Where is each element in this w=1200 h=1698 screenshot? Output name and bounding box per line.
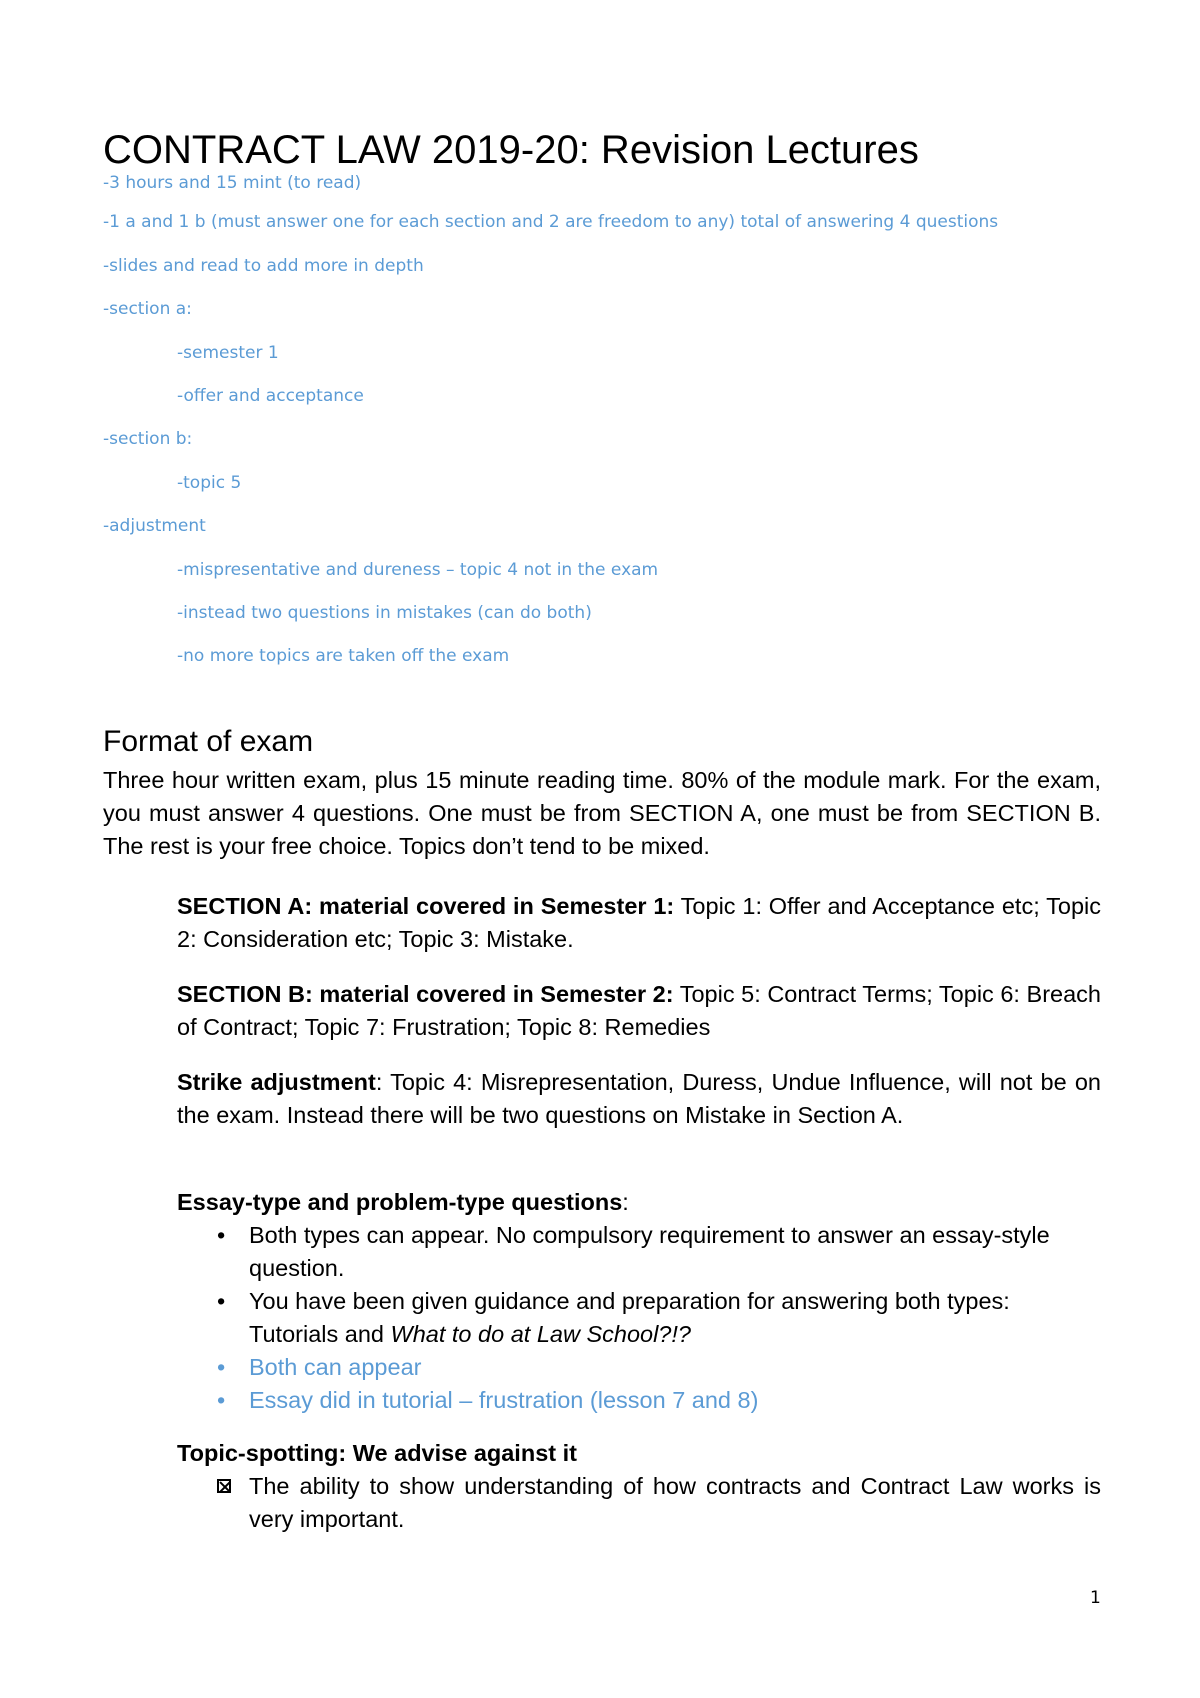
list-item-text: Both can appear [249, 1354, 422, 1380]
list-item-text: Both types can appear. No compulsory requirement to answer an essay-style question. [249, 1222, 1050, 1281]
section-a-text: Topic 1: Offer and Acceptance etc; Topic 2: Consideration etc; Topic 3: Mistake. [177, 893, 1101, 952]
list-item [177, 1219, 1101, 1285]
bullet-icon: • [217, 1288, 226, 1314]
topic-spotting-heading-line [177, 1437, 577, 1470]
essay-heading-line [177, 1186, 629, 1219]
list-item-text: You have been given guidance and preparation for answering both types: Tutorials and [249, 1288, 1010, 1347]
format-heading: Format of exam [103, 725, 314, 758]
list-item-italic-title: What to do at Law School?!? [390, 1321, 691, 1347]
list-item [177, 1351, 1101, 1384]
topic-spotting-heading: Topic-spotting: We advise against it [177, 1440, 577, 1466]
note-line: -no more topics are taken off the exam [177, 646, 510, 666]
section-a-label: SECTION A: material covered in Semester 1: [177, 893, 675, 919]
format-intro: Three hour written exam, plus 15 minute reading time. 80% of the module mark. For the exam, you must answer 4 questions. One must be from SECTION A, one must be from SECTION B. The rest is your free choice. Topics don’t tend to be mixed. [103, 767, 1101, 859]
section-b-paragraph [177, 978, 1101, 1044]
note-line: -topic 5 [177, 473, 242, 493]
list-item-text: The ability to show understanding of how contracts and Contract Law works is very important. [249, 1473, 1101, 1532]
essay-bullet-list [177, 1219, 1101, 1417]
list-item [177, 1470, 1101, 1536]
note-line: -3 hours and 15 mint (to read) [103, 173, 362, 193]
strike-adjustment-text: : Topic 4: Misrepresentation, Duress, Undue Influence, will not be on the exam. Instead there will be two questions on Mistake in Section A. [177, 1069, 1101, 1128]
list-item-text: Essay did in tutorial – frustration (lesson 7 and 8) [249, 1387, 759, 1413]
bullet-icon: • [217, 1387, 226, 1413]
document-title: CONTRACT LAW 2019-20: Revision Lectures [103, 128, 919, 172]
list-item [177, 1285, 1101, 1351]
essay-heading: Essay-type and problem-type questions [177, 1189, 623, 1215]
list-item [177, 1384, 1101, 1417]
note-line: -section b: [103, 429, 193, 449]
note-line: -semester 1 [177, 343, 279, 363]
bullet-icon: • [217, 1222, 226, 1248]
section-b-label: SECTION B: material covered in Semester 2: [177, 981, 674, 1007]
note-line: -mispresentative and dureness – topic 4 not in the exam [177, 560, 659, 580]
note-line: -1 a and 1 b (must answer one for each section and 2 are freedom to any) total of answering 4 questions [103, 212, 999, 232]
topic-spotting-list [177, 1470, 1101, 1536]
strike-adjustment-paragraph [177, 1066, 1101, 1132]
bullet-icon: • [217, 1354, 226, 1380]
note-line: -adjustment [103, 516, 206, 536]
essay-heading-colon: : [622, 1189, 629, 1215]
strike-adjustment-label: Strike adjustment [177, 1069, 376, 1095]
page-number: 1 [1090, 1588, 1101, 1608]
checkbox-x-icon [217, 1479, 231, 1493]
section-b-text: Topic 5: Contract Terms; Topic 6: Breach of Contract; Topic 7: Frustration; Topic 8: Remedies [177, 981, 1101, 1040]
note-line: -offer and acceptance [177, 386, 364, 406]
section-a-paragraph [177, 890, 1101, 956]
note-line: -section a: [103, 299, 192, 319]
note-line: -instead two questions in mistakes (can do both) [177, 603, 592, 623]
note-line: -slides and read to add more in depth [103, 256, 424, 276]
